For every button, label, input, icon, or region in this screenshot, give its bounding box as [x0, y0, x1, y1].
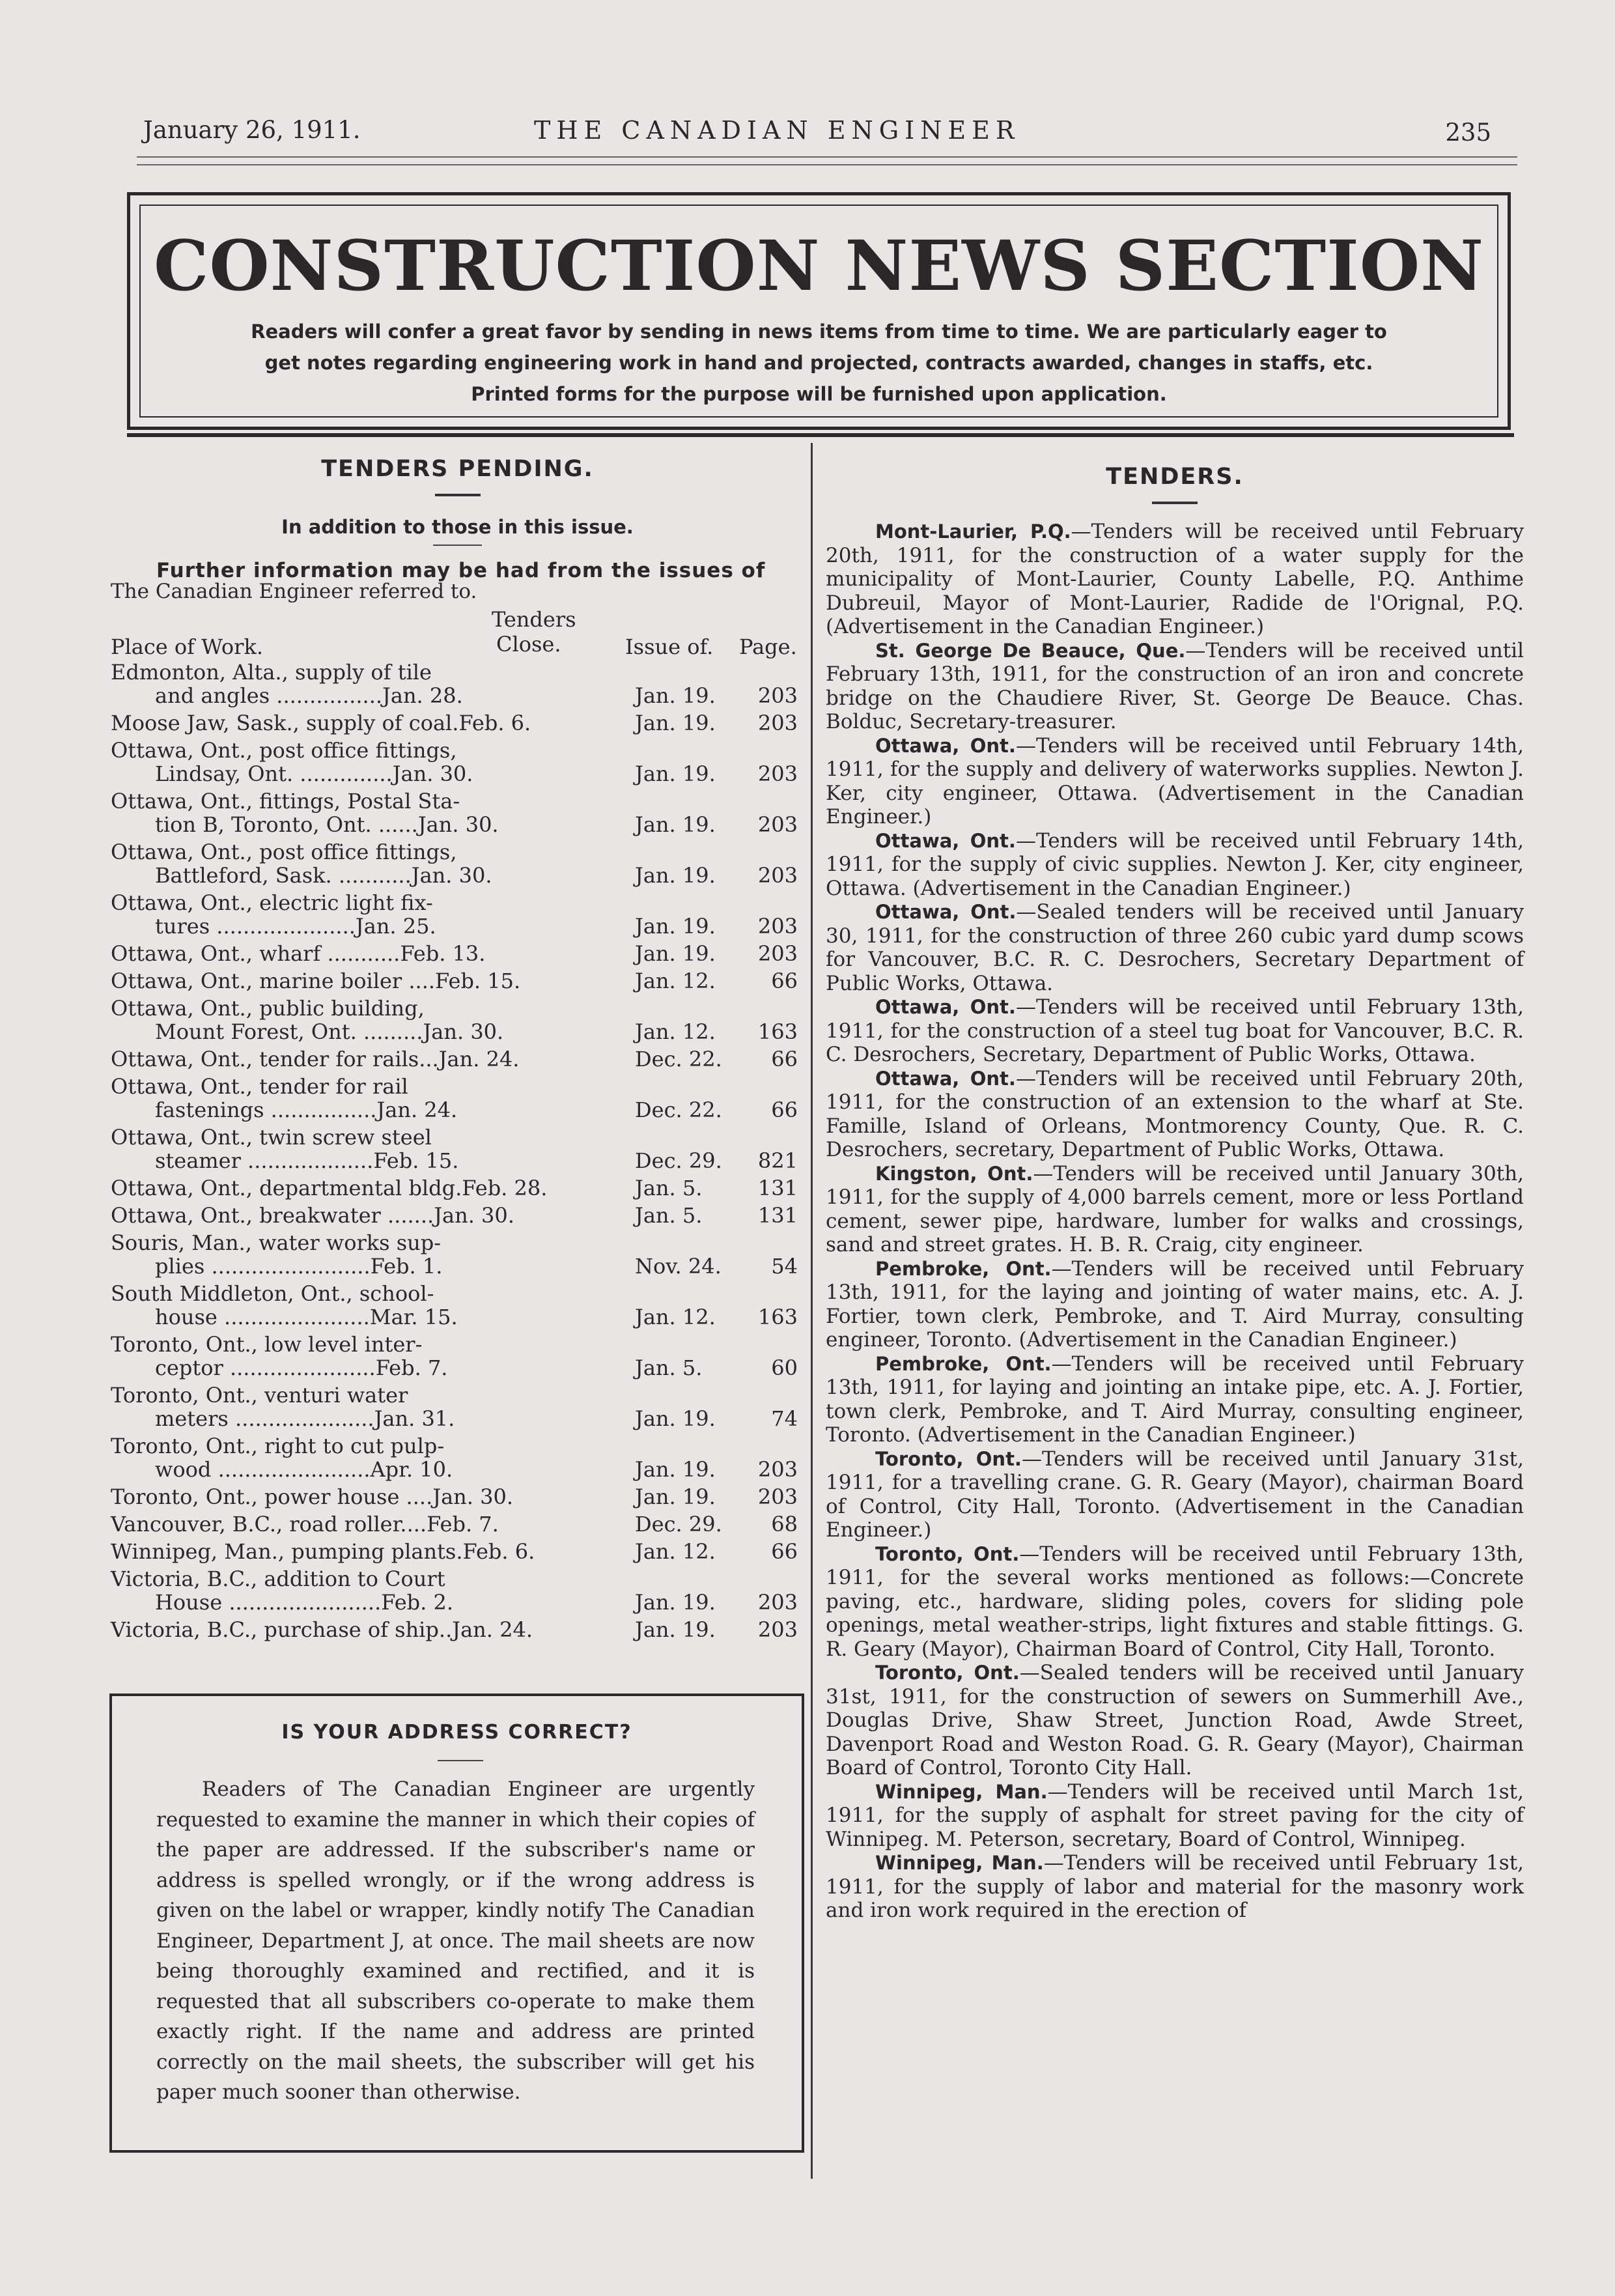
place-line: House .......................Feb. 2.	[155, 1590, 454, 1615]
issue-of: Jan. 19.	[635, 812, 716, 837]
place-of-work	[111, 1282, 567, 1329]
tender-text: —Tenders will be received until February 13th, 1911, for laying and jointing an intake pipe, etc. A. J. Fortier, town clerk, Pembroke, and T. Aird Murray, consulting engineer, Toronto. (Advertisement in the Canadian Engineer.)	[826, 1352, 1524, 1447]
tenders-list	[826, 520, 1524, 1923]
table-row	[111, 1618, 804, 1641]
issue-of: Dec. 29.	[635, 1512, 722, 1537]
col-header-close: Tenders	[492, 607, 576, 632]
tender-location: Toronto, Ont.	[875, 1447, 1022, 1470]
col-header-place: Place of Work.	[111, 634, 263, 659]
address-notice-text	[156, 1774, 755, 2108]
issue-of: Dec. 22.	[635, 1047, 722, 1071]
place-line: tion B, Toronto, Ont. ......Jan. 30.	[155, 812, 499, 837]
place-line: Souris, Man., water works sup-	[111, 1230, 442, 1255]
table-header	[111, 607, 804, 660]
table-row	[111, 997, 804, 1043]
banner-notice-line: Printed forms for the purpose will be furnished upon application.	[471, 383, 1167, 405]
table-row	[111, 711, 804, 735]
page-ref: 203	[757, 1484, 798, 1509]
place-of-work	[111, 840, 567, 887]
tender-entry	[826, 1447, 1524, 1542]
page-ref: 203	[757, 863, 798, 888]
table-row	[111, 891, 804, 938]
place-line: Toronto, Ont., power house ....Jan. 30.	[111, 1484, 513, 1509]
banner-notice	[169, 316, 1468, 410]
place-of-work	[111, 1434, 567, 1481]
place-of-work	[111, 739, 567, 786]
place-line: and angles ................Jan. 28.	[155, 683, 463, 708]
issue-of: Jan. 12.	[635, 1019, 716, 1044]
issue-of: Jan. 19.	[635, 1406, 716, 1431]
place-of-work	[111, 1618, 567, 1641]
tender-text: —Sealed tenders will be received until January 31st, 1911, for the construction of sewers on Summerhill Ave., Douglas Drive, Shaw Street, Junction Road, Awde Street, Davenport Road and Weston Road. G. R. Geary (Mayor), Chairman Board of Control, Toronto City Hall.	[826, 1661, 1524, 1779]
page-ref: 203	[757, 761, 798, 786]
page-number: 235	[1445, 119, 1491, 147]
page-ref: 203	[757, 1457, 798, 1482]
table-row	[111, 840, 804, 887]
tender-entry	[826, 1851, 1524, 1923]
place-line: Victoria, B.C., addition to Court	[111, 1566, 445, 1591]
page-ref: 203	[757, 812, 798, 837]
table-row	[111, 1075, 804, 1122]
place-line: Toronto, Ont., low level inter-	[111, 1332, 423, 1357]
table-row	[111, 1434, 804, 1481]
place-line: wood .......................Apr. 10.	[155, 1457, 453, 1482]
running-head	[143, 111, 1491, 150]
page-ref: 203	[757, 711, 798, 735]
place-line: Victoria, B.C., purchase of ship..Jan. 24.	[111, 1617, 533, 1642]
tender-text: —Tenders will be received until February 13th, 1911, for the construction of an iron and concrete bridge on the Chaudiere River, St. George De Beauce. Chas. Bolduc, Secretary-treasurer.	[826, 638, 1524, 733]
place-line: Ottawa, Ont., marine boiler ....Feb. 15.	[111, 969, 521, 993]
column-divider	[811, 443, 813, 2179]
page-ref: 66	[771, 1098, 798, 1122]
place-of-work	[111, 1383, 567, 1430]
issue-of: Jan. 12.	[635, 1539, 716, 1564]
subhead-rule	[433, 545, 482, 546]
header-rule	[137, 156, 1517, 158]
place-of-work	[111, 1047, 567, 1071]
heading-rule	[435, 494, 481, 496]
tender-text: —Tenders will be received until February 14th, 1911, for the supply and delivery of waterworks supplies. Newton J. Ker, city engineer, Ottawa. (Advertisement in the Canadian Engineer.)	[826, 733, 1524, 829]
col-header-page: Page.	[739, 634, 797, 659]
issue-of: Jan. 12.	[635, 1305, 716, 1329]
tender-location: Ottawa, Ont.	[875, 829, 1016, 852]
place-of-work	[111, 1204, 567, 1227]
place-line: Toronto, Ont., venturi water	[111, 1383, 408, 1408]
tender-text: —Sealed tenders will be received until January 30, 1911, for the construction of three 260 cubic yard dump scows for Vancouver, B.C. R. C. Desrochers, Secretary Department of Public Works, Ottawa.	[826, 900, 1524, 995]
address-notice-title: IS YOUR ADDRESS CORRECT?	[281, 1721, 632, 1744]
tender-entry	[826, 900, 1524, 995]
table-row	[111, 660, 804, 707]
section-banner	[127, 192, 1511, 430]
tender-location: Toronto, Ont.	[875, 1542, 1020, 1565]
place-line: tures .....................Jan. 25.	[155, 914, 436, 939]
page-ref: 163	[757, 1305, 798, 1329]
tender-location: Ottawa, Ont.	[875, 996, 1016, 1018]
issue-of: Jan. 5.	[635, 1203, 703, 1228]
place-line: Ottawa, Ont., tender for rails...Jan. 24.	[111, 1047, 520, 1071]
issue-of: Jan. 19.	[635, 863, 716, 888]
tender-entry	[826, 639, 1524, 734]
col-header-close: Close.	[496, 632, 561, 657]
place-line: South Middleton, Ont., school-	[111, 1281, 434, 1306]
place-of-work	[111, 997, 567, 1043]
place-of-work	[111, 1333, 567, 1380]
tender-text: —Tenders will be received until February 20th, 1911, for the construction of a water supply for the municipality of Mont-Laurier, County Labelle, P.Q. Anthime Dubreuil, Mayor of Mont-Laurier, Radide de l'Orignal, P.Q. (Advertisement in the Canadian Engineer.)	[826, 520, 1524, 638]
place-line: steamer ...................Feb. 15.	[155, 1148, 459, 1173]
tenders-heading: TENDERS.	[1106, 464, 1244, 490]
place-line: fastenings ................Jan. 24.	[155, 1098, 458, 1122]
place-line: Ottawa, Ont., public building,	[111, 996, 425, 1021]
page-ref: 131	[757, 1203, 798, 1228]
page-ref: 131	[757, 1176, 798, 1200]
place-of-work	[111, 1126, 567, 1172]
page-ref: 163	[757, 1019, 798, 1044]
banner-notice-line: get notes regarding engineering work in hand and projected, contracts awarded, changes in staffs, etc.	[264, 352, 1373, 374]
tender-text: —Tenders will be received until February 14th, 1911, for the supply of civic supplies. Newton J. Ker, city engineer, Ottawa. (Advertisement in the Canadian Engineer.)	[826, 829, 1524, 900]
issue-of: Jan. 5.	[635, 1176, 703, 1200]
page-ref: 66	[771, 969, 798, 993]
tender-entry	[826, 1780, 1524, 1852]
place-line: Ottawa, Ont., breakwater .......Jan. 30.	[111, 1203, 514, 1228]
tender-entry	[826, 829, 1524, 901]
page-ref: 821	[757, 1148, 798, 1173]
place-line: Ottawa, Ont., tender for rail	[111, 1074, 408, 1099]
tenders-pending-intro	[111, 560, 804, 602]
table-row	[111, 1383, 804, 1430]
tender-location: St. George De Beauce, Que.	[875, 639, 1186, 662]
issue-of: Jan. 19.	[635, 1590, 716, 1615]
issue-of: Jan. 19.	[635, 1484, 716, 1509]
page-ref: 66	[771, 1047, 798, 1071]
place-of-work	[111, 789, 567, 836]
place-line: ceptor ......................Feb. 7.	[155, 1355, 448, 1380]
table-row	[111, 1567, 804, 1614]
tender-location: Toronto, Ont.	[875, 1662, 1020, 1684]
place-line: Ottawa, Ont., wharf ...........Feb. 13.	[111, 941, 486, 966]
issue-of: Jan. 19.	[635, 1617, 716, 1642]
place-of-work	[111, 1540, 567, 1563]
table-row	[111, 1282, 804, 1329]
table-row	[111, 1485, 804, 1509]
place-line: plies ........................Feb. 1.	[155, 1254, 443, 1279]
col-header-issue: Issue of.	[625, 634, 714, 659]
place-of-work	[111, 1231, 567, 1278]
issue-of: Jan. 19.	[635, 761, 716, 786]
page-ref: 203	[757, 1590, 798, 1615]
intro-rest: The Canadian Engineer referred to.	[111, 580, 477, 603]
issue-of: Jan. 5.	[635, 1355, 703, 1380]
tender-entry	[826, 520, 1524, 639]
tender-text: —Tenders will be received until March 1st, 1911, for the supply of asphalt for street paving for the city of Winnipeg. M. Peterson, secretary, Board of Control, Winnipeg.	[826, 1779, 1524, 1851]
place-line: house ......................Mar. 15.	[155, 1305, 458, 1329]
tender-text: —Tenders will be received until January 31st, 1911, for a travelling crane. G. R. Geary (Mayor), chairman Board of Control, City Hall, Toronto. (Advertisement in the Canadian Engineer.)	[826, 1447, 1524, 1542]
place-of-work	[111, 891, 567, 938]
place-line: Moose Jaw, Sask., supply of coal.Feb. 6.	[111, 711, 531, 735]
address-notice-body: Readers of The Canadian Engineer are urgently requested to examine the manner in which their copies of the paper are addressed. If the subscriber's name or address is spelled wrongly, or if the wrong address is given on the label or wrapper, kindly notify The Canadian Engineer, Department J, at once. The mail sheets are now being thoroughly examined and rectified, and it is requested that all subscribers co-operate to make them exactly right. If the name and address are printed correctly on the mail sheets, the subscriber will get his paper much sooner than otherwise.	[156, 1778, 755, 2104]
page-ref: 66	[771, 1539, 798, 1564]
tender-text: —Tenders will be received until February 20th, 1911, for the construction of an extension to the wharf at Ste. Famille, Island of Orleans, Montmorency County, Que. R. C. Desrochers, secretary, Department of Public Works, Ottawa.	[826, 1066, 1524, 1161]
place-of-work	[111, 942, 567, 965]
place-line: Ottawa, Ont., departmental bldg.Feb. 28.	[111, 1176, 548, 1200]
page-ref: 203	[757, 914, 798, 939]
heading-rule	[1152, 502, 1198, 504]
tender-location: Mont-Laurier, P.Q.	[875, 520, 1071, 543]
place-line: Ottawa, Ont., post office fittings,	[111, 840, 457, 864]
place-line: Vancouver, B.C., road roller....Feb. 7.	[111, 1512, 499, 1537]
table-row	[111, 1333, 804, 1380]
tender-text: —Tenders will be received until January 30th, 1911, for the supply of 4,000 barrels cement, more or less Portland cement, sewer pipe, hardware, lumber for walks and crossings, sand and street grates. H. B. R. Craig, city engineer.	[826, 1161, 1524, 1256]
table-row	[111, 1540, 804, 1563]
tender-entry	[826, 1067, 1524, 1162]
issue-of: Jan. 19.	[635, 941, 716, 966]
page-ref: 74	[771, 1406, 798, 1431]
place-of-work	[111, 1485, 567, 1509]
place-of-work	[111, 711, 567, 735]
tender-location: Winnipeg, Man.	[875, 1780, 1048, 1803]
address-notice-box	[109, 1694, 804, 2153]
table-row	[111, 1047, 804, 1071]
tender-location: Pembroke, Ont.	[875, 1352, 1052, 1375]
tender-text: —Tenders will be received until February 13th, 1911, for the several works mentioned as follows:—Concrete paving, etc., hardware, sliding poles, covers for sliding pole openings, metal weather-strips, light fixtures and stable fittings. G. R. Geary (Mayor), Chairman Board of Control, City Hall, Toronto.	[826, 1542, 1524, 1661]
table-row	[111, 1512, 804, 1536]
page-ref: 60	[771, 1355, 798, 1380]
tenders-pending-heading: TENDERS PENDING.	[321, 456, 594, 482]
place-line: meters .....................Jan. 31.	[155, 1406, 455, 1431]
place-line: Ottawa, Ont., fittings, Postal Sta-	[111, 789, 460, 814]
place-of-work	[111, 1075, 567, 1122]
place-line: Edmonton, Alta., supply of tile	[111, 660, 432, 685]
page-ref: 54	[771, 1254, 798, 1279]
table-row	[111, 1231, 804, 1278]
banner-title: CONSTRUCTION NEWS SECTION	[153, 225, 1485, 306]
tender-location: Kingston, Ont.	[875, 1162, 1033, 1185]
table-row	[111, 1126, 804, 1172]
place-of-work	[111, 969, 567, 993]
issue-of: Nov. 24.	[635, 1254, 722, 1279]
tender-location: Winnipeg, Man.	[875, 1852, 1044, 1874]
place-line: Ottawa, Ont., twin screw steel	[111, 1125, 432, 1150]
page-ref: 203	[757, 1617, 798, 1642]
place-line: Lindsay, Ont. ..............Jan. 30.	[155, 761, 473, 786]
place-of-work	[111, 1512, 567, 1536]
address-notice-rule	[438, 1760, 483, 1761]
place-line: Mount Forest, Ont. .........Jan. 30.	[155, 1019, 504, 1044]
issue-of: Dec. 22.	[635, 1098, 722, 1122]
tender-text: —Tenders will be received until February 1st, 1911, for the supply of labor and material for the masonry work and iron work required in the erection of	[826, 1851, 1524, 1922]
table-row	[111, 1204, 804, 1227]
tenders-pending-column	[111, 456, 804, 1645]
tenders-pending-subhead: In addition to those in this issue.	[281, 516, 634, 538]
journal-title: THE CANADIAN ENGINEER	[534, 116, 1020, 145]
tender-location: Ottawa, Ont.	[875, 901, 1017, 923]
tender-text: —Tenders will be received until February 13th, 1911, for the construction of a steel tug boat for Vancouver, B.C. R. C. Desrochers, Secretary, Department of Public Works, Ottawa.	[826, 995, 1524, 1066]
banner-notice-line: Readers will confer a great favor by sending in news items from time to time. We are particularly eager to	[251, 320, 1387, 343]
table-row	[111, 739, 804, 786]
place-line: Winnipeg, Man., pumping plants.Feb. 6.	[111, 1539, 535, 1564]
tender-entry	[826, 1162, 1524, 1257]
issue-of: Jan. 19.	[635, 914, 716, 939]
tenders-pending-table	[111, 607, 804, 1641]
tender-entry	[826, 1542, 1524, 1662]
place-line: Ottawa, Ont., post office fittings,	[111, 738, 457, 763]
issue-of: Jan. 19.	[635, 711, 716, 735]
issue-of: Jan. 12.	[635, 969, 716, 993]
tenders-column	[826, 464, 1524, 1923]
page-ref: 203	[757, 683, 798, 708]
place-line: Ottawa, Ont., electric light fix-	[111, 890, 433, 915]
table-row	[111, 1176, 804, 1200]
tender-entry	[826, 734, 1524, 829]
header-rule	[137, 164, 1517, 165]
issue-date: January 26, 1911.	[143, 116, 361, 144]
place-line: Toronto, Ont., right to cut pulp-	[111, 1434, 445, 1458]
page-ref: 203	[757, 941, 798, 966]
place-line: Battleford, Sask. ...........Jan. 30.	[155, 863, 492, 888]
issue-of: Jan. 19.	[635, 683, 716, 708]
tender-entry	[826, 1661, 1524, 1780]
page-ref: 68	[771, 1512, 798, 1537]
tender-entry	[826, 1257, 1524, 1352]
table-row	[111, 789, 804, 836]
table-row	[111, 969, 804, 993]
place-of-work	[111, 660, 567, 707]
tender-text: —Tenders will be received until February 13th, 1911, for the laying and jointing of water mains, etc. A. J. Fortier, town clerk, Pembroke, and T. Aird Murray, consulting engineer, Toronto. (Advertisement in the Canadian Engineer.)	[826, 1256, 1524, 1352]
issue-of: Jan. 19.	[635, 1457, 716, 1482]
tender-location: Ottawa, Ont.	[875, 1067, 1016, 1090]
banner-shadow-rule	[127, 427, 1514, 437]
issue-of: Dec. 29.	[635, 1148, 722, 1173]
tender-location: Pembroke, Ont.	[875, 1257, 1052, 1280]
place-of-work	[111, 1176, 567, 1200]
intro-lead: Further information may be had from the issues of	[156, 559, 766, 582]
tender-entry	[826, 1352, 1524, 1447]
tender-entry	[826, 995, 1524, 1067]
tender-location: Ottawa, Ont.	[875, 734, 1016, 757]
place-of-work	[111, 1567, 567, 1614]
table-row	[111, 942, 804, 965]
